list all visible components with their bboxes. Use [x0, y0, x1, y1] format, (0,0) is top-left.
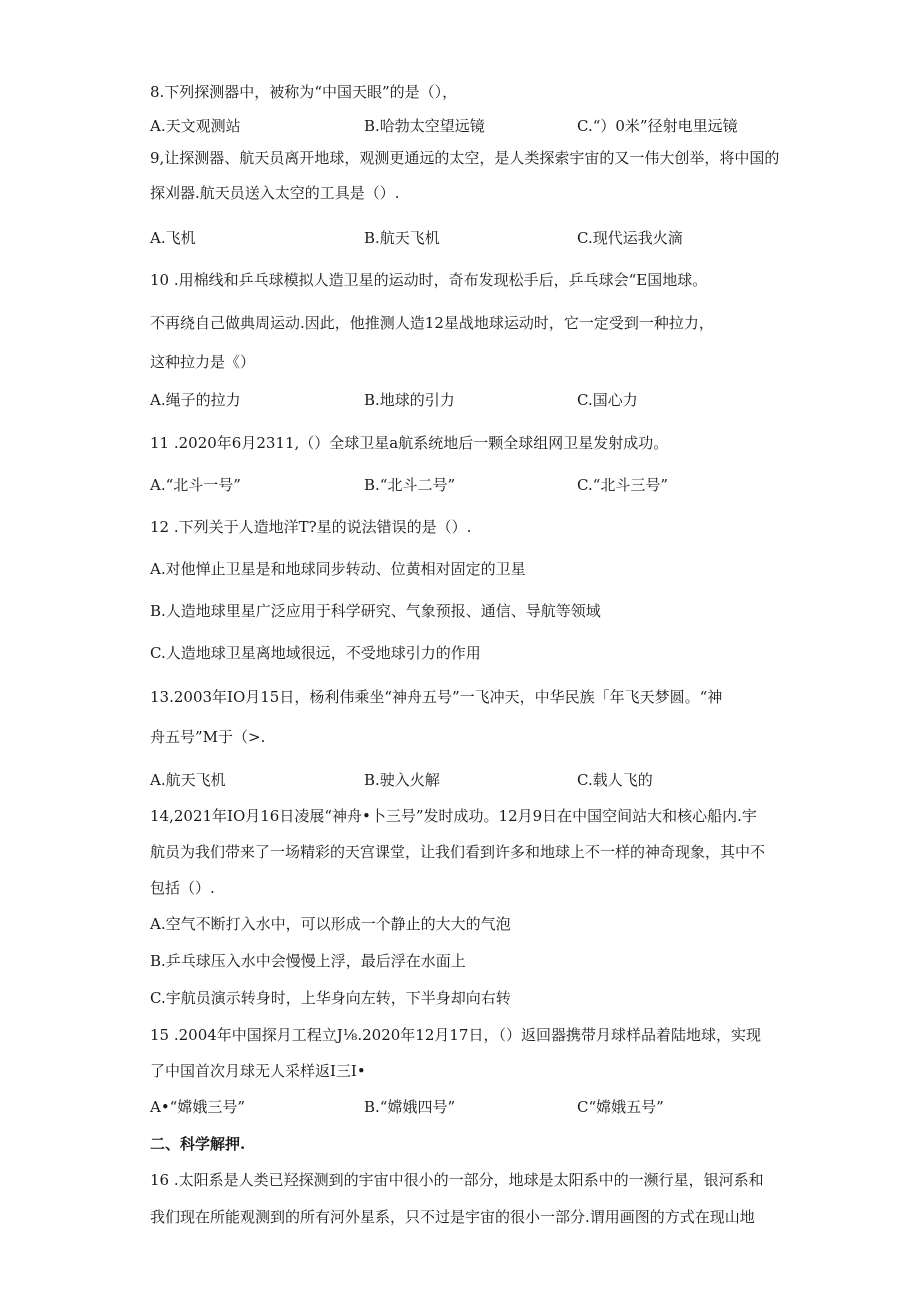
question-14-option-a: A.空气不断打入水中，可以形成一个静止的大大的气泡: [150, 915, 511, 933]
question-10-option-b: B.地球的引力: [364, 391, 455, 409]
question-9-option-b: B.航天飞机: [364, 229, 440, 247]
question-11-option-a: A.“北斗一号”: [150, 476, 241, 494]
question-13-text-line-1: 13.2003年IO月15日，杨利伟乘坐“神舟五号”一飞冲天，中华民族「年飞天梦圆。“神: [150, 688, 723, 706]
question-10-option-a: A.绳子的拉力: [150, 391, 241, 409]
question-12-option-c: C.人造地球卫星离地域很远，不受地球引力的作用: [150, 644, 481, 662]
question-15-option-c: C“嫦娥五号”: [577, 1098, 664, 1116]
question-15-text-line-1: 15 .2004年中国探月工程立J⅛.2020年12月17日，（）返回器携带月球样品着陆地球，实现: [150, 1026, 761, 1044]
question-8-option-c: C.“）0米”径射电里远镜: [577, 117, 738, 135]
question-9-text-line-1: 9,让探测器、航天员离开地球，观测更通远的太空，是人类探索宇宙的又一伟大创举，将中国的: [150, 149, 780, 167]
question-13-option-b: B.驶入火解: [364, 771, 440, 789]
question-14-text-line-3: 包括（）.: [150, 879, 215, 897]
question-16-text-line-1: 16 .太阳系是人类已羟探测到的宇宙中很小的一部分，地球是太阳系中的一濒行星，银河系和: [150, 1171, 764, 1189]
question-10-text-line-1: 10 .用棉线和乒乓球模拟人造卫星的运动时，奇布发现松手后，乒乓球会“E国地球。: [150, 271, 708, 289]
section-title: 二、科学解押.: [150, 1135, 246, 1153]
question-11-option-b: B.“北斗二号”: [364, 476, 456, 494]
question-12-option-b: B.人造地球里星广泛应用于科学研究、气象预报、通信、导航等领域: [150, 602, 601, 620]
question-13-option-a: A.航天飞机: [150, 771, 226, 789]
question-10-text-line-2: 不再绕自己做典周运动.因此，他推测人造12星战地球运动时，它一定受到一种拉力，: [150, 314, 714, 332]
question-8-option-a: A.天文观测站: [150, 117, 241, 135]
question-12-option-a: A.对他惮止卫星是和地球同步转动、位黄相对固定的卫星: [150, 560, 526, 578]
question-13-text-line-2: 舟五号”M于（>.: [150, 728, 266, 746]
question-9-text-line-2: 探刈器.航天员送入太空的工具是（）.: [150, 184, 400, 202]
question-10-option-c: C.国心力: [577, 391, 638, 409]
question-15-option-a: A•“嫦娥三号”: [150, 1098, 246, 1116]
question-14-option-c: C.宇航员演示转身时，上华身向左转，下半身却向右转: [150, 989, 511, 1007]
question-15-option-b: B.“嫦娥四号”: [364, 1098, 456, 1116]
question-8-text: 8.下列探测器中，被称为“中国天眼”的是（），: [150, 83, 458, 101]
question-12-text: 12 .下列关于人造地洋T?星的说法错误的是（）.: [150, 518, 472, 536]
question-10-text-line-3: 这种拉力是《）: [150, 353, 256, 371]
question-13-option-c: C.载人飞的: [577, 771, 653, 789]
question-16-text-line-2: 我们现在所能观测到的所有河外星系，只不过是宇宙的很小一部分.谓用画图的方式在现山地: [150, 1208, 755, 1226]
question-8-option-b: B.哈勃太空望远镜: [364, 117, 485, 135]
question-14-text-line-1: 14,2021年IO月16日凌展“神舟•卜三号”发时成功。12月9日在中国空间站大和核心船内.宇: [150, 807, 757, 825]
question-11-text: 11 .2020年6月2311,（）全球卫星a航系统地后一颗全球组网卫星发射成功。: [150, 434, 669, 452]
question-14-text-line-2: 航员为我们带来了一场精彩的天宫课堂，让我们看到许多和地球上不一样的神奇现象，其中不: [150, 843, 766, 861]
question-9-option-c: C.现代运我火滴: [577, 229, 683, 247]
question-11-option-c: C.“北斗三号”: [577, 476, 669, 494]
question-9-option-a: A.飞机: [150, 229, 196, 247]
question-15-text-line-2: 了中国首次月球无人采样返I三I•: [150, 1062, 366, 1080]
question-14-option-b: B.乒乓球压入水中会慢慢上浮，最后浮在水面上: [150, 952, 466, 970]
